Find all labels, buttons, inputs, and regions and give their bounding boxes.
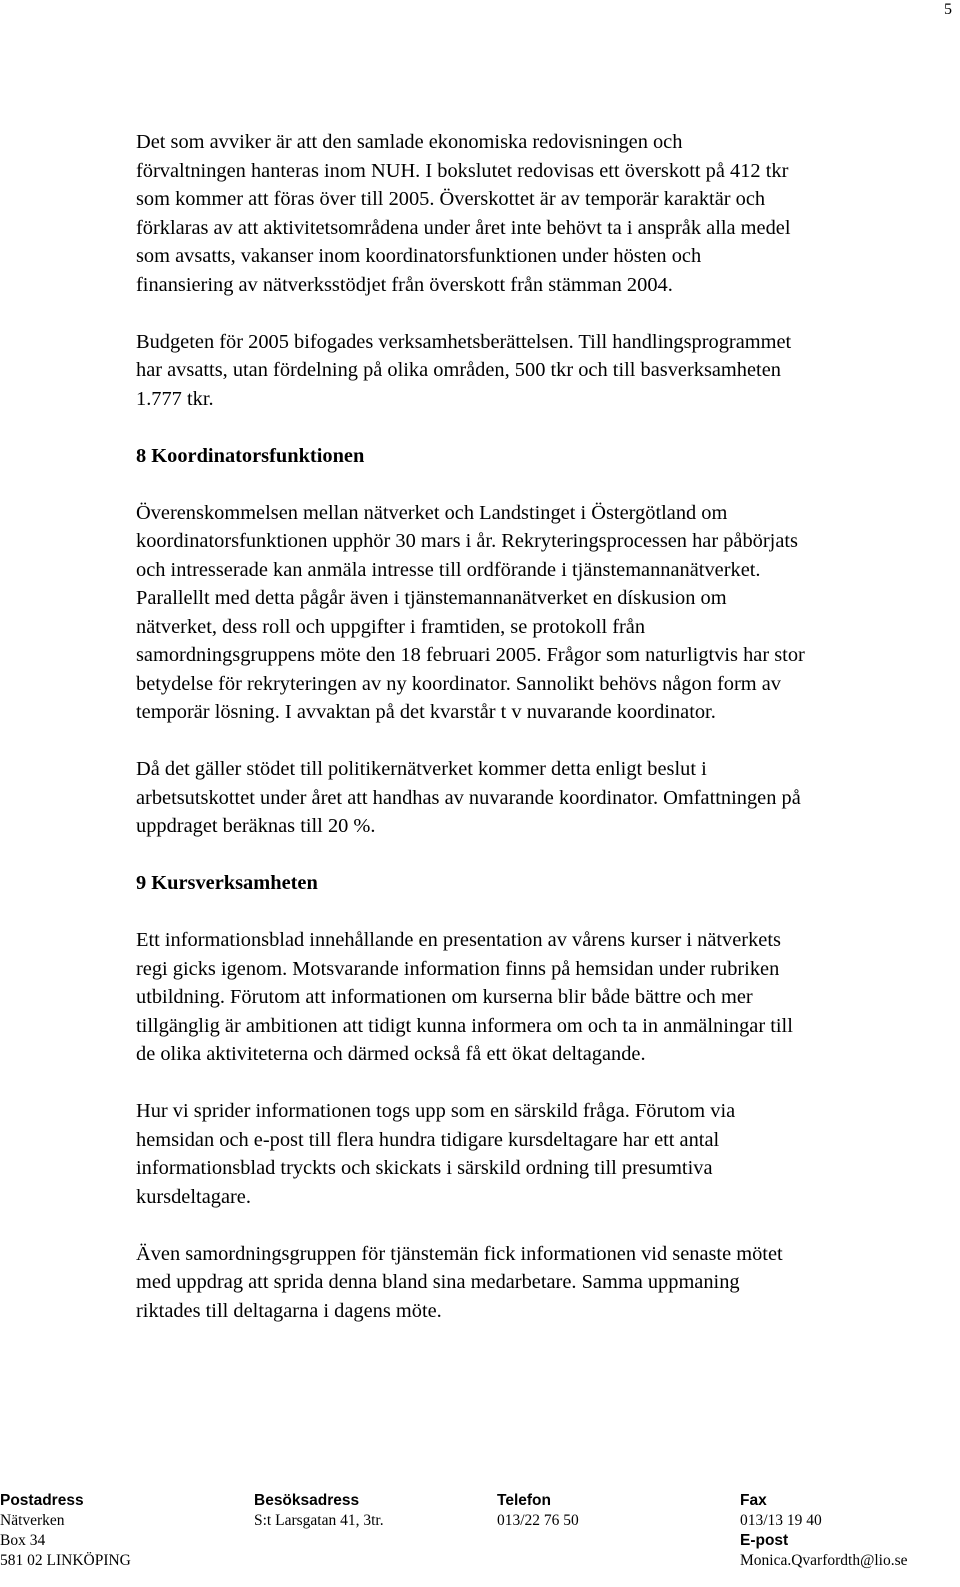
text-line: nätverket, dess roll och uppgifter i framtiden, se protokoll från <box>136 615 646 638</box>
text-line: tillgänglig är ambitionen att tidigt kunna informera om och ta in anmälningar till <box>136 1014 793 1037</box>
text-line: Det som avviker är att den samlade ekonomiska redovisningen och <box>136 131 683 153</box>
footer-phone <box>497 1491 579 1531</box>
text-line: och intresserade kan anmäla intresse till ordförande i tjänstemannanätverket. <box>136 558 761 581</box>
footer-postal-city: 581 02 LINKÖPING <box>0 1552 131 1569</box>
paragraph-coordination-group <box>136 1240 951 1326</box>
footer-besoksadress-value: S:t Larsgatan 41, 3tr. <box>254 1512 384 1529</box>
footer-org-name: Nätverken <box>0 1512 65 1529</box>
text-line: förvaltningen hanteras inom NUH. I bokslutet redovisas ett överskott på 412 tkr <box>136 159 789 182</box>
footer-postal-address <box>0 1491 131 1571</box>
paragraph-budget <box>136 328 951 414</box>
text-line: har avsatts, utan fördelning på olika områden, 500 tkr och till basverksamheten <box>136 359 781 381</box>
text-line: arbetsutskottet under året att handhas av nuvarande koordinator. Omfattningen på <box>136 786 801 809</box>
text-line: finansiering av nätverksstödjet från överskott från stämman 2004. <box>136 273 673 296</box>
footer-visiting-address <box>254 1491 384 1531</box>
section-heading-kursverksamheten: 9 Kursverksamheten <box>136 872 318 894</box>
text-line: Hur vi sprider informationen togs upp som en särskild fråga. Förutom via <box>136 1100 736 1122</box>
footer-telefon-value: 013/22 76 50 <box>497 1512 579 1529</box>
text-line: kursdeltagare. <box>136 1185 251 1208</box>
text-line: informationsblad tryckts och skickats i särskild ordning till presumtiva <box>136 1157 713 1179</box>
text-line: som kommer att föras över till 2005. Överskottet är av temporär karaktär och <box>136 188 766 210</box>
text-line: de olika aktiviteterna och därmed också få ett ökat deltagande. <box>136 1043 646 1065</box>
paragraph-distribution <box>136 1097 951 1211</box>
text-line: uppdraget beräknas till 20 %. <box>136 815 376 837</box>
paragraph-info-sheet <box>136 926 951 1069</box>
footer-box: Box 34 <box>0 1532 46 1549</box>
footer-fax-label: Fax <box>740 1492 767 1509</box>
text-line: Budgeten för 2005 bifogades verksamhetsberättelsen. Till handlingsprogrammet <box>136 330 792 353</box>
footer-epost-value: Monica.Qvarfordth@lio.se <box>740 1552 908 1569</box>
text-line: Ett informationsblad innehållande en presentation av vårens kurser i nätverkets <box>136 929 781 951</box>
paragraph-politician-network <box>136 755 951 841</box>
footer-fax-email <box>740 1491 908 1571</box>
text-line: utbildning. Förutom att informationen om kurserna blir både bättre och mer <box>136 986 753 1008</box>
text-line: hemsidan och e-post till flera hundra tidigare kursdeltagare har ett antal <box>136 1128 720 1151</box>
footer-telefon-label: Telefon <box>497 1492 551 1509</box>
page-number: 5 <box>944 1 952 18</box>
document-body <box>136 128 951 1354</box>
text-line: koordinatorsfunktionen upphör 30 mars i år. Rekryteringsprocessen har påbörjats <box>136 530 798 552</box>
footer-postadress-label: Postadress <box>0 1492 84 1509</box>
text-line: förklaras av att aktivitetsområdena under året inte behövt ta i anspråk alla medel <box>136 216 791 239</box>
text-line: riktades till deltagarna i dagens möte. <box>136 1299 442 1322</box>
paragraph-agreement <box>136 499 951 727</box>
text-line: temporär lösning. I avvaktan på det kvarstår t v nuvarande koordinator. <box>136 701 716 723</box>
text-line: samordningsgruppens möte den 18 februari 2005. Frågor som naturligtvis har stor <box>136 644 805 666</box>
footer-besoksadress-label: Besöksadress <box>254 1492 360 1509</box>
text-line: betydelse för rekryteringen av ny koordinator. Sannolikt behövs någon form av <box>136 672 781 695</box>
text-line: som avsatts, vakanser inom koordinatorsfunktionen under hösten och <box>136 245 702 267</box>
footer-epost-label: E-post <box>740 1532 789 1549</box>
paragraph-accounting <box>136 128 951 299</box>
text-line: med uppdrag att sprida denna bland sina medarbetare. Samma uppmaning <box>136 1271 740 1293</box>
text-line: Då det gäller stödet till politikernätverket kommer detta enligt beslut i <box>136 758 707 780</box>
text-line: Parallellt med detta pågår även i tjänstemannanätverket en dískusion om <box>136 587 727 609</box>
text-line: 1.777 tkr. <box>136 387 214 410</box>
section-heading-koordinatorsfunktionen: 8 Koordinatorsfunktionen <box>136 444 365 467</box>
text-line: regi gicks igenom. Motsvarande information finns på hemsidan under rubriken <box>136 957 780 980</box>
text-line: Även samordningsgruppen för tjänstemän fick informationen vid senaste mötet <box>136 1242 783 1265</box>
text-line: Överenskommelsen mellan nätverket och Landstinget i Östergötland om <box>136 501 728 524</box>
footer-fax-value: 013/13 19 40 <box>740 1512 822 1529</box>
